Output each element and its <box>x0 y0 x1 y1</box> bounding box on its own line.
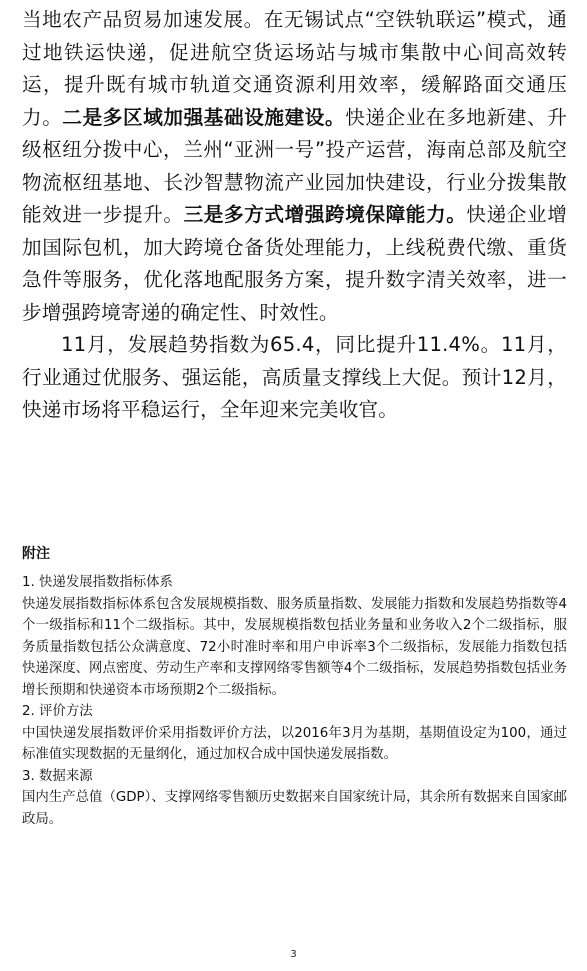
notes-section <box>22 544 567 830</box>
notes-section-3-text: 国内生产总值（GDP）、支撑网络零售额历史数据来自国家统计局，其余所有数据来自国家邮政局。 <box>22 790 567 827</box>
notes-section-2-heading: 2. 评价方法 <box>22 704 93 719</box>
paragraph-text-1: 当地农产品贸易加速发展。在无锡试点“空铁轨联运”模式，通过地铁运快递，促进航空货运场站与城市集散中心间高效转运，提升既有城市轨道交通资源利用效率，缓解路面交通压力。 <box>22 8 567 129</box>
paragraph-infrastructure <box>22 4 567 329</box>
page-number: 3 <box>290 949 297 960</box>
main-body <box>22 4 567 427</box>
notes-section-3-heading: 3. 数据来源 <box>22 768 93 784</box>
notes-section-2-text: 中国快递发展指数评价采用指数评价方法，以2016年3月为基期，基期值设定为100，通过标准值实现数据的无量纲化，通过加权合成中国快递发展指数。 <box>22 725 567 762</box>
paragraph-trend-index: 11月，发展趋势指数为65.4，同比提升11.4%。11月，行业通过优服务、强运能，高质量支撑线上大促。预计12月，快递市场将平稳运行，全年迎来完美收官。 <box>22 333 567 421</box>
notes-title: 附注 <box>22 546 50 562</box>
bold-heading-2: 二是多区域加强基础设施建设。 <box>62 105 346 129</box>
paragraph-text-2: 快递企业在多地新建、升级枢纽分拨中心，兰州“亚洲一号”投产运营，海南总部及航空物流枢纽基地、长沙智慧物流产业园加快建设，行业分拨集散能效进一步提升。 <box>22 105 567 226</box>
notes-section-1-text: 快递发展指数指标体系包含发展规模指数、服务质量指数、发展能力指数和发展趋势指数等4个一级指标和11个二级指标。其中，发展规模指数包括业务量和业务收入2个二级指标，服务质量指数包括公众满意度、72小时准时率和用户申诉率3个二级指标，发展能力指数包括快递深度、网点密度、劳动生产率和支撑网络零售额等4个二级指标，发展趋势指数包括业务增长预期和快递资本市场预期2个二级指标。 <box>22 596 567 698</box>
paragraph-text-3: 快递企业增加国际包机，加大跨境仓备货处理能力，上线税费代缴、重货急件等服务，优化落地配服务方案，提升数字清关效率，进一步增强跨境寄递的确定性、时效性。 <box>22 203 567 324</box>
bold-heading-3: 三是多方式增强跨境保障能力。 <box>183 203 467 226</box>
notes-section-1-heading: 1. 快递发展指数指标体系 <box>22 575 173 590</box>
